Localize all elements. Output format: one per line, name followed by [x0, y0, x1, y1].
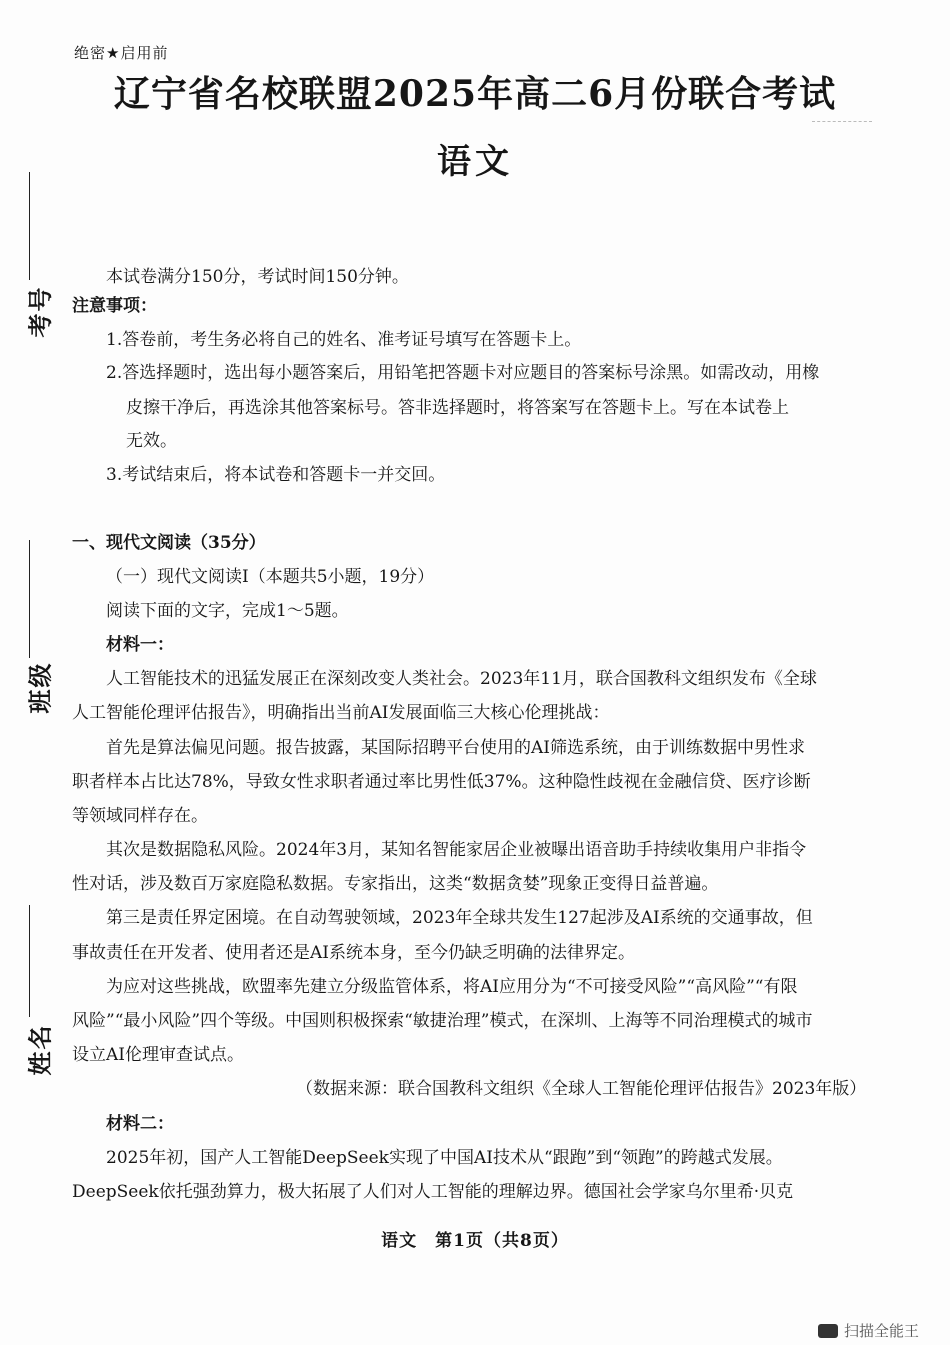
page-footer: 语文 第1页（共8页） — [381, 1231, 569, 1251]
scanner-watermark — [818, 1318, 950, 1345]
paragraph-line: 2025年初，国产人工智能DeepSeek实现了中国AI技术从“跟跑”到“领跑”的跨越式发展。 — [106, 1148, 783, 1168]
paragraph-line: 为应对这些挑战，欧盟率先建立分级监管体系，将AI应用分为“不可接受风险”“高风险”“有限 — [106, 977, 798, 997]
reading-instruction: 阅读下面的文字，完成1～5题。 — [106, 601, 349, 621]
paragraph-line: 人工智能技术的迅猛发展正在深刻改变人类社会。2023年11月，联合国教科文组织发布《全球 — [106, 669, 817, 689]
notice-item: 无效。 — [126, 431, 177, 451]
exam-number-line — [29, 172, 30, 280]
notice-item: 皮擦干净后，再选涂其他答案标号。答非选择题时，将答案写在答题卡上。写在本试卷上 — [126, 398, 789, 418]
data-source: （数据来源：联合国教科文组织《全球人工智能伦理评估报告》2023年版） — [296, 1079, 867, 1099]
paragraph-line: 设立AI伦理审查试点。 — [72, 1045, 244, 1065]
paragraph-line: 风险”“最小风险”四个等级。中国则积极探索“敏捷治理”模式，在深圳、上海等不同治理模式的城市 — [72, 1011, 813, 1031]
paragraph-line: 首先是算法偏见问题。报告披露，某国际招聘平台使用的AI筛选系统，由于训练数据中男性求 — [106, 738, 805, 758]
paragraph-line: 职者样本占比达78%，导致女性求职者通过率比男性低37%。这种隐性歧视在金融信贷、医疗诊断 — [72, 772, 811, 792]
sub-section-heading: （一）现代文阅读Ⅰ（本题共5小题，19分） — [106, 567, 435, 587]
notice-item: 1.答卷前，考生务必将自己的姓名、准考证号填写在答题卡上。 — [106, 330, 582, 350]
scanner-logo-icon — [818, 1324, 838, 1338]
notice-item: 3.考试结束后，将本试卷和答题卡一并交回。 — [106, 465, 446, 485]
name-label: 姓名 — [26, 1023, 55, 1076]
material-2-label: 材料二： — [106, 1114, 174, 1134]
name-line — [29, 905, 30, 1017]
subject-title: 语文 — [437, 142, 513, 182]
exam-number-label: 考号 — [26, 285, 55, 338]
paragraph-line: 第三是责任界定困境。在自动驾驶领域，2023年全球共发生127起涉及AI系统的交通事故，但 — [106, 908, 813, 928]
exam-title: 辽宁省名校联盟2025年高二6月份联合考试 — [113, 73, 837, 115]
scan-artifact — [812, 121, 872, 125]
paragraph-line: 人工智能伦理评估报告》，明确指出当前AI发展面临三大核心伦理挑战： — [72, 703, 610, 723]
notice-item: 2.答选择题时，选出每小题答案后，用铅笔把答题卡对应题目的答案标号涂黑。如需改动，用橡 — [106, 363, 820, 383]
class-line — [29, 540, 30, 658]
intro-text: 本试卷满分150分，考试时间150分钟。 — [106, 267, 409, 287]
paragraph-line: 等领域同样存在。 — [72, 806, 208, 826]
secret-label: 绝密★启用前 — [74, 44, 169, 62]
paragraph-line: DeepSeek依托强劲算力，极大拓展了人们对人工智能的理解边界。德国社会学家乌尔里希·贝克 — [72, 1182, 794, 1202]
notice-heading: 注意事项： — [72, 296, 157, 316]
paragraph-line: 事故责任在开发者、使用者还是AI系统本身，至今仍缺乏明确的法律界定。 — [72, 943, 635, 963]
paragraph-line: 性对话，涉及数百万家庭隐私数据。专家指出，这类“数据贪婪”现象正变得日益普遍。 — [72, 874, 719, 894]
material-1-label: 材料一： — [106, 635, 174, 655]
scanner-watermark-text: 扫描全能王 — [844, 1322, 920, 1340]
section-heading: 一、现代文阅读（35分） — [72, 533, 266, 553]
paragraph-line: 其次是数据隐私风险。2024年3月，某知名智能家居企业被曝出语音助手持续收集用户非指令 — [106, 840, 807, 860]
class-label: 班级 — [26, 661, 55, 714]
